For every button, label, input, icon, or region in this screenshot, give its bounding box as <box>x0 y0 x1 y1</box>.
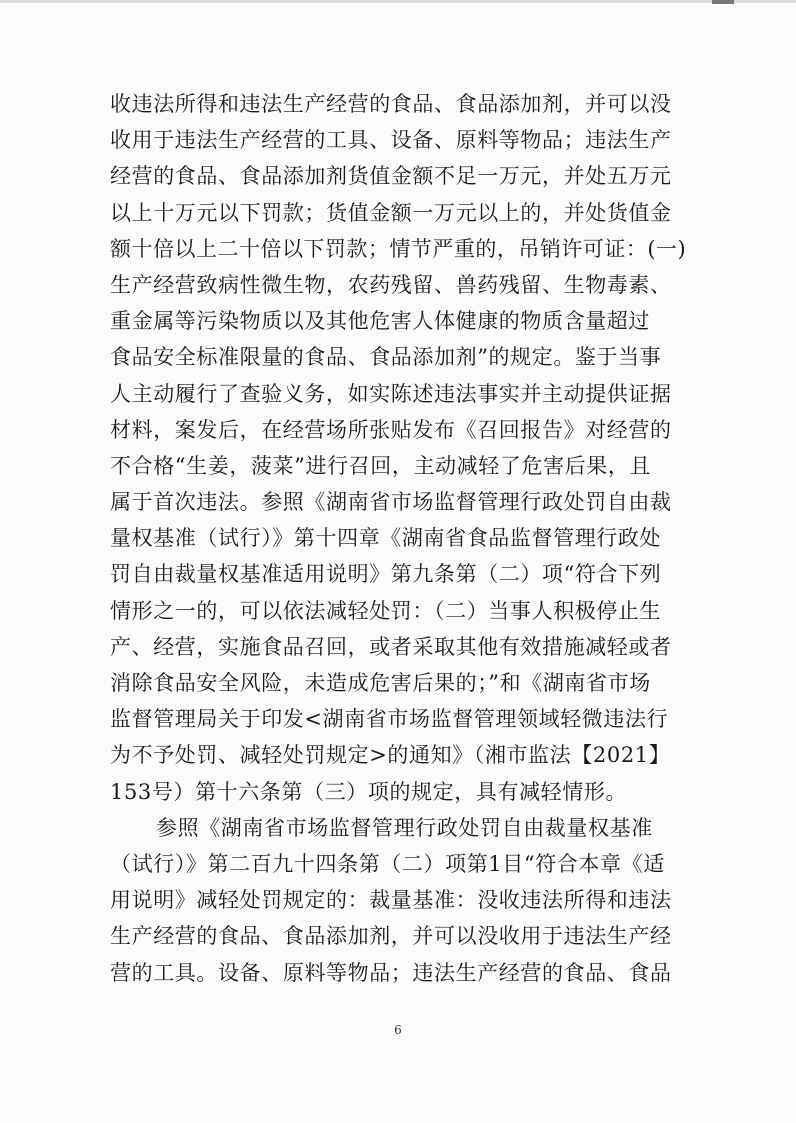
text-line: 量权基准（试行）》第十四章《湖南省食品监督管理行政处 <box>110 526 662 551</box>
text-line: 额十倍以上二十倍以下罚款；情节严重的，吊销许可证：(一) <box>110 236 687 261</box>
scan-top-edge <box>0 0 796 3</box>
text-line: 消除食品安全风险，未造成危害后果的；”和《湖南省市场 <box>110 671 651 695</box>
text-line: 收违法所得和违法生产经营的食品、食品添加剂，并可以没 <box>110 92 672 116</box>
body-text <box>110 86 686 991</box>
text-line: 营的工具。设备、原料等物品；违法生产经营的食品、食品 <box>110 960 672 985</box>
text-line: 人主动履行了查验义务，如实陈述违法事实并主动提供证据 <box>110 381 672 406</box>
text-line: 为不予处罚、减轻处罚规定>的通知》（湘市监法【2021】 <box>110 743 671 768</box>
page-number: 6 <box>394 1023 402 1037</box>
text-line: 情形之一的，可以依法减轻处罚：（二）当事人积极停止生 <box>110 598 662 623</box>
paragraph-start-line: 参照《湖南省市场监督管理行政处罚自由裁量权基准 <box>156 815 653 840</box>
text-line: 153号）第十六条第（三）项的规定，具有减轻情形。 <box>110 779 628 804</box>
text-line: 属于首次违法。参照《湖南省市场监督管理行政处罚自由裁 <box>110 490 672 515</box>
scan-mark <box>712 0 734 4</box>
text-line: 用说明》减轻处罚规定的：裁量基准：没收违法所得和违法 <box>110 888 672 913</box>
text-line: 产、经营，实施食品召回，或者采取其他有效措施减轻或者 <box>110 634 672 659</box>
text-line: 罚自由裁量权基准适用说明》第九条第（二）项“符合下列 <box>110 562 662 587</box>
text-line: 材料，案发后，在经营场所张贴发布《召回报告》对经营的 <box>110 417 672 442</box>
text-line: 不合格“生姜，菠菜”进行召回，主动减轻了危害后果，且 <box>110 453 652 478</box>
text-line: 重金属等污染物质以及其他危害人体健康的物质含量超过 <box>110 309 650 334</box>
text-line: 收用于违法生产经营的工具、设备、原料等物品；违法生产 <box>110 128 672 153</box>
text-line: 监督管理局关于印发<湖南省市场监督管理领域轻微违法行 <box>110 707 669 732</box>
text-line: （试行）》第二百九十四条第（二）项第1目“符合本章《适 <box>110 851 665 876</box>
text-line: 食品安全标准限量的食品、食品添加剂”的规定。鉴于当事 <box>110 345 662 370</box>
text-line: 经营的食品、食品添加剂货值金额不足一万元，并处五万元 <box>110 164 672 189</box>
text-line: 以上十万元以下罚款；货值金额一万元以上的，并处货值金 <box>110 200 672 225</box>
text-line: 生产经营的食品、食品添加剂，并可以没收用于违法生产经 <box>110 924 672 949</box>
text-line: 生产经营致病性微生物，农药残留、兽药残留、生物毒素、 <box>110 272 672 297</box>
